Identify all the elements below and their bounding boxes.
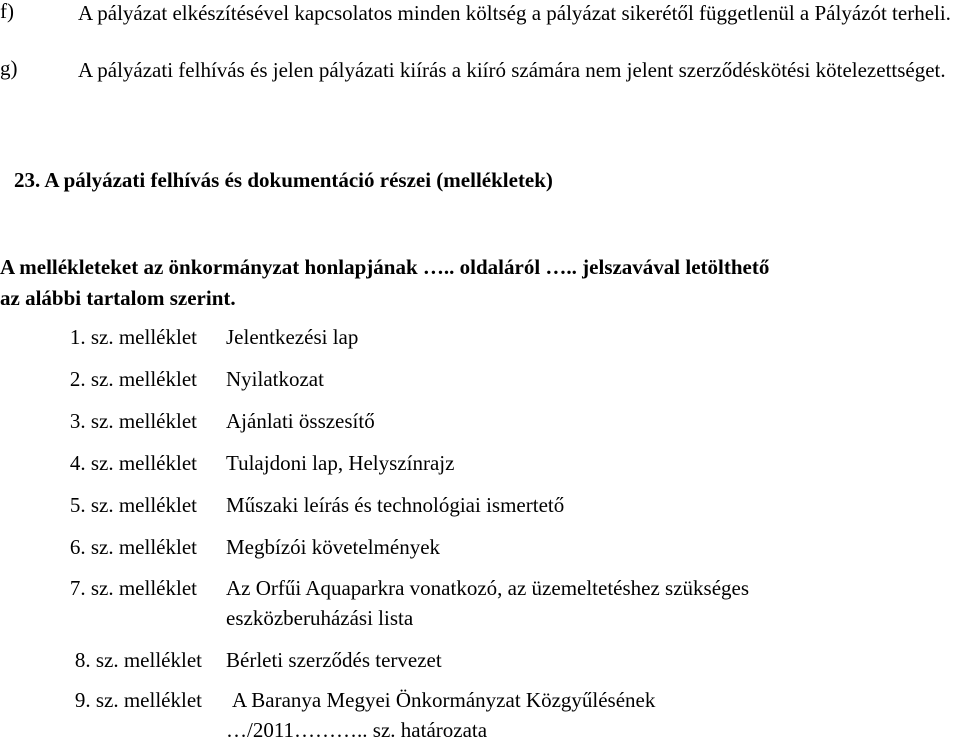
annex-description: Tulajdoni lap, Helyszínrajz (226, 451, 455, 475)
intro-paragraph (0, 252, 945, 314)
annex-description-line-1: A Baranya Megyei Önkormányzat Közgyűlésének (232, 688, 656, 712)
annex-label: 7. sz. melléklet (69, 576, 197, 600)
annex-label: 4. sz. melléklet (69, 451, 197, 475)
annex-label: 5. sz. melléklet (69, 493, 197, 517)
annex-label: 1. sz. melléklet (69, 325, 197, 349)
annex-label: 9. sz. melléklet (74, 688, 202, 712)
annex-description: Megbízói követelmények (226, 535, 441, 559)
annex-description: Műszaki leírás és technológiai ismertető (226, 493, 565, 517)
list-marker: g) (0, 56, 18, 80)
annex-description-line-2: eszközberuházási lista (226, 606, 414, 630)
annex-description-line-2: …/2011……….. sz. határozata (226, 718, 488, 742)
annex-description-line-1: Az Orfűi Aquaparkra vonatkozó, az üzemeltetéshez szükséges (226, 576, 750, 600)
annex-label: 2. sz. melléklet (69, 367, 197, 391)
annex-description: Jelentkezési lap (226, 325, 359, 349)
list-item-text: A pályázati felhívás és jelen pályázati kiírás a kiíró számára nem jelent szerződéskötési kötelezettséget. (78, 58, 946, 82)
section-heading: 23. A pályázati felhívás és dokumentáció részei (mellékletek) (14, 168, 553, 192)
annex-label: 6. sz. melléklet (69, 535, 197, 559)
annex-label: 3. sz. melléklet (69, 409, 197, 433)
annex-description: Nyilatkozat (226, 367, 324, 391)
annex-description (226, 573, 926, 633)
intro-line-1: A mellékleteket az önkormányzat honlapjának ….. oldaláról ….. jelszavával letölthető (0, 255, 770, 279)
annex-label: 8. sz. melléklet (74, 648, 202, 672)
annex-description: Bérleti szerződés tervezet (226, 648, 442, 672)
intro-line-2: az alábbi tartalom szerint. (0, 286, 236, 310)
list-item-text: A pályázat elkészítésével kapcsolatos minden költség a pályázat sikerétől függetlenül a Pályázót terheli. (78, 1, 951, 25)
list-marker: f) (0, 0, 14, 23)
annex-description (226, 685, 932, 745)
annex-description: Ajánlati összesítő (226, 409, 375, 433)
